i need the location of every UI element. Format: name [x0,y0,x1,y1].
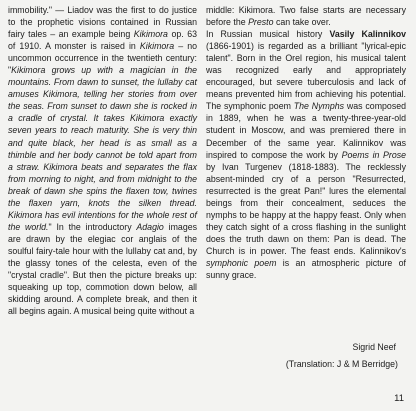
text-run: symphonic poem [206,257,277,268]
text-run: can take over. [273,17,331,28]
text-run: (1866-1901) is regarded as a brilliant "lyrical-epic talent". Born in the Orel region, his musical talent was recognized early and appropriately encouraged, but severe tuberculosis and lack of means prevented him from achieving his potential. The symphonic poem [206,41,406,112]
text-run: The Nymphs [293,101,345,112]
page-number: 11 [394,393,404,404]
text-run: by Ivan Turgenev (1818-1883). The recklessly absent-minded cry of a person "Resurrected, resurrected is the great Pan!" lures the elemental beings from their concealment, seduces the nymphs to be happy at the happy feast. Only when they catch sight of a cross flashing in the sunlight does the truth dawn on them: Pan is dead. The Church is in power. The feast ends. Kalinnikov's [206,161,406,256]
text-run: op. 63 of 1910. A monster is raised in [8,29,197,52]
text-run: Vasily Kalinnikov [329,29,407,40]
text-run: images are drawn by the elegiac cor anglais of the soulful fairy-tale hour with the lullaby cat and, by the glassy tones of the celesta, even of the "crystal cradle". But then the picture breaks up: squeaking up top, commotion down below, all skidding around. A complete break, and then it all begins again. A musical being quite without a [8,221,197,317]
text-run: In Russian musical history [206,29,330,40]
translation-credit: (Translation: J & M Berridge) [285,359,398,369]
text-run: Kikimora [133,29,168,40]
text-run: Poems in Prose [341,149,406,160]
text-run: Adagio [136,221,164,232]
left-paragraph-1 [8,4,197,317]
text-run: Presto [248,17,274,28]
text-run: immobility." — Liadov was the first to do justice to the prophetic visions contained in Russian fairy tales – an example being [8,5,197,40]
text-run: – no uncommon occurrence in the twentieth century: " [8,41,197,76]
text-run: was composed in 1889, when he was a twenty-three-year-old student in Moscow, and was premiered there in December of the same year. Kalinnikov was inspired to compose the work by [206,101,406,160]
text-run: Kikimora grows up with a magician in the mountains. From dawn to sunset, the lullaby cat amuses Kikimora, telling her stories from over the seas. From sunset to dawn she is rocked in a cradle of crystal. It takes Kikimora exactly seven years to reach maturity. She is very thin and quite black, her head is as small as a thimble and her body cannot be told apart from a straw. Kikimora beats and separates the flax from morning to night, and from midnight to the break of dawn she spins the flaxen tow, twines the flaxen yarn, knots the silken thread. Kikimora has evil intentions for the whole rest of the world. [8,65,197,232]
text-run: middle: Kikimora. Two false starts are necessary before the [206,5,406,28]
left-column [8,4,197,317]
text-run: is an atmospheric picture of sunny grace. [206,257,407,281]
right-column [206,4,406,281]
right-paragraph-1 [206,4,406,28]
right-paragraph-2 [206,28,406,281]
text-run: " In the introductory [48,221,137,232]
text-run: Kikimora [139,41,175,52]
author-signature: Sigrid Neef [352,342,396,352]
